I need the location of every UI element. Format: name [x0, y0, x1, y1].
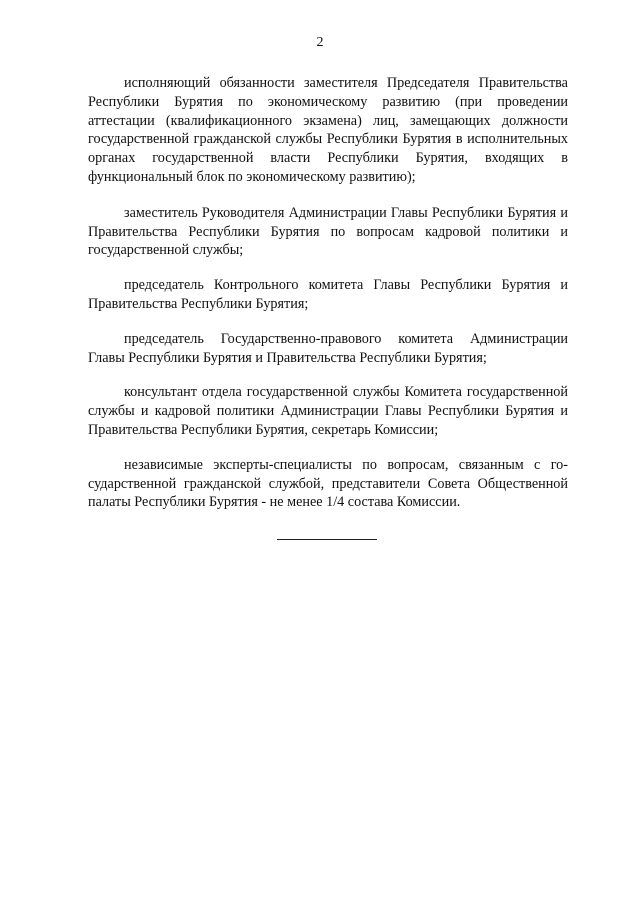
paragraph-control-committee-chairman: председатель Контрольного комитета Главы Республики Бурятия и Правительства Республики Бурятия; [88, 277, 568, 312]
paragraph-independent-experts: независимые эксперты-специалисты по вопросам, связанным с государственной гражданской службой, представители Совета Общественной палаты Республики Бурятия - не менее 1/4 состава Комиссии. [88, 456, 568, 511]
document-body [88, 74, 568, 528]
paragraph-acting-deputy-chairman: исполняющий обязанности заместителя Председателя Правительства Республики Бурятия по экономическому развитию (при проведении аттестации (квалификационного экзамена) лиц, замещающих должности государственной гражданской службы Республики Бурятия в исполнительных органах государственной власти Республики Бурятия, входящих в функциональный блок по экономическому развитию); [88, 75, 568, 185]
page-number: 2 [316, 35, 324, 50]
paragraph-state-legal-committee-chairman: председатель Государственно-правового комитета Администрации Главы Республики Бурятия и Правительства Республики Бурятия; [88, 330, 568, 366]
paragraph-deputy-head-administration: заместитель Руководителя Администрации Главы Республики Бурятия и Правительства Республики Бурятия по вопросам кадровой политики и государственной службы; [88, 204, 568, 259]
paragraph-consultant-secretary: консультант отдела государственной службы Комитета государственной службы и кадровой политики Администрации Главы Республики Бурятия и Правительства Республики Бурятия, секретарь Комиссии; [88, 384, 568, 438]
closing-divider-line [277, 539, 377, 540]
